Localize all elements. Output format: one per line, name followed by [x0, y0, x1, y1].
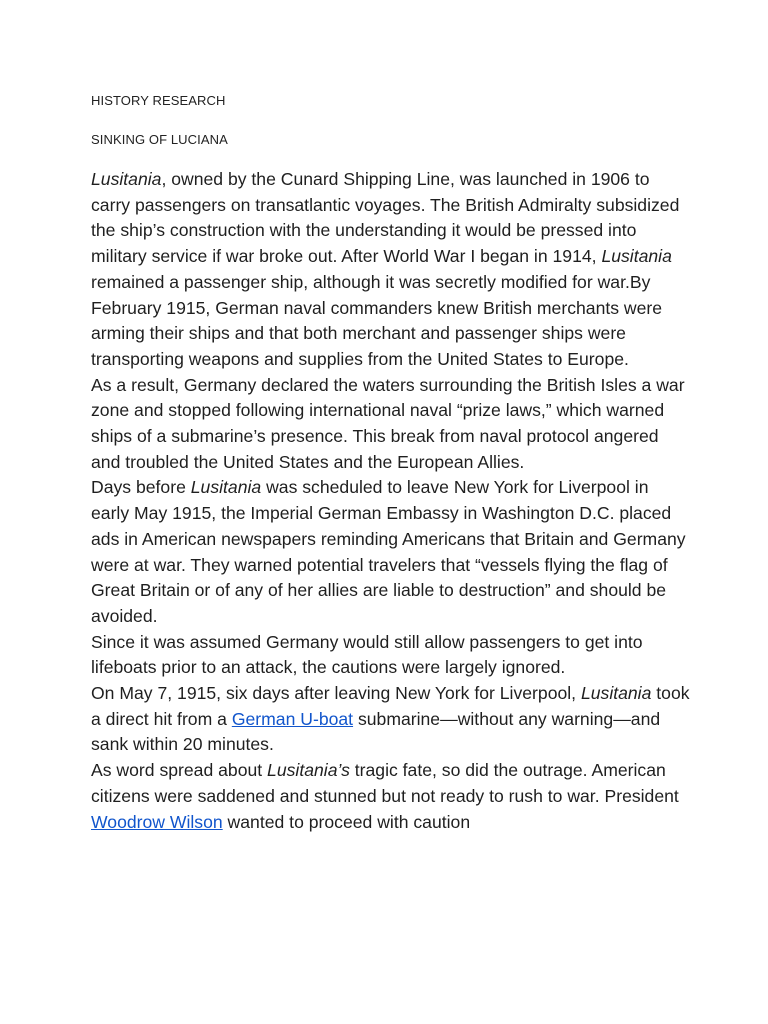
- document-title: HISTORY RESEARCH: [91, 93, 226, 108]
- paragraph-text: Since it was assumed Germany would still allow passengers to get into lifeboats prior to an attack, the cautions were largely ignored.: [91, 631, 643, 678]
- document-body: [91, 167, 691, 835]
- paragraph-text: took a direct hit from a: [91, 683, 690, 729]
- ship-name: Lusitania: [91, 169, 162, 189]
- ship-name: Lusitania’s: [267, 760, 350, 781]
- paragraph-text: On May 7, 1915, six days after leaving New York for Liverpool,: [91, 683, 581, 704]
- paragraph-text: submarine—without any warning—and sank within 20 minutes.: [91, 708, 661, 755]
- paragraph-6: [91, 758, 691, 835]
- ship-name: Lusitania: [580, 683, 652, 704]
- paragraph-4: [91, 630, 691, 681]
- paragraph-text: remained a passenger ship, although it was secretly modified for war.By February 1915, German naval commanders knew British merchants were arming their ships and that both merchant and passenger ships were transporting weapons and supplies from the United States to Europe.: [91, 271, 663, 369]
- german-u-boat-link[interactable]: German U-boat: [231, 708, 354, 729]
- ship-name: Lusitania: [190, 477, 262, 498]
- paragraph-2: [91, 373, 691, 476]
- paragraph-text: As word spread about: [91, 760, 268, 781]
- paragraph-3: [91, 475, 691, 629]
- paragraph-text: As a result, Germany declared the waters surrounding the British Isles a war zone and stopped following international naval “prize laws,” which warned ships of a submarine’s presence. This break from naval protocol angered and troubled the United States and the European Allies.: [91, 374, 685, 472]
- document-subtitle: SINKING OF LUCIANA: [91, 132, 228, 147]
- paragraph-text: was scheduled to leave New York for Liverpool in early May 1915, the Imperial German Embassy in Washington D.C. placed ads in American newspapers reminding Americans that Britain and Germany were at war. They warned potential travelers that “vessels flying the flag of Great Britain or of any of her allies are liable to destruction” and should be avoided.: [91, 477, 686, 626]
- paragraph-text: tragic fate, so did the outrage. American citizens were saddened and stunned but not ready to rush to war. President: [91, 760, 679, 806]
- woodrow-wilson-link[interactable]: Woodrow Wilson: [91, 811, 223, 832]
- paragraph-text: Days before: [91, 477, 191, 498]
- ship-name: Lusitania: [601, 246, 672, 267]
- paragraph-text: wanted to proceed with caution: [222, 811, 471, 832]
- paragraph-1: [91, 167, 691, 373]
- paragraph-5: [91, 681, 691, 758]
- paragraph-text: , owned by the Cunard Shipping Line, was launched in 1906 to carry passengers on transatlantic voyages. The British Admiralty subsidized the ship’s construction with the understanding it would be pressed into military service if war broke out. After World War I began in 1914,: [91, 169, 680, 267]
